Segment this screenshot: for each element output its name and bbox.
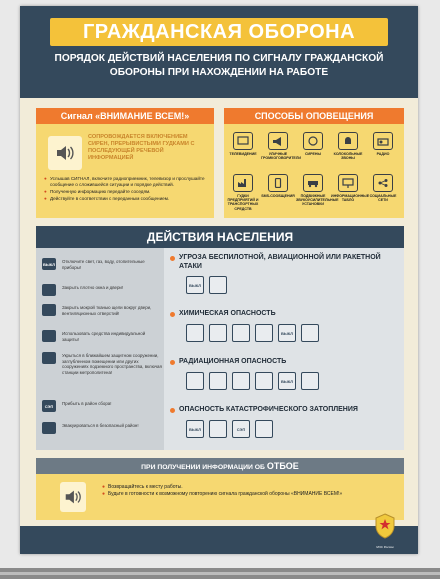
method-item-billboard — [331, 174, 370, 203]
method-label: ИНФОРМАЦИОННЫЕ ТАБЛО — [331, 194, 370, 203]
threat-flood — [170, 406, 398, 415]
action-item — [42, 258, 162, 270]
phone-icon — [268, 174, 288, 192]
door-seal-icon — [42, 304, 56, 316]
method-item-sms — [261, 174, 295, 198]
bullet-dot — [170, 360, 175, 365]
factory-icon — [233, 174, 253, 192]
evacuation-icon — [42, 422, 56, 434]
window-icon — [209, 372, 227, 390]
window-icon — [209, 324, 227, 342]
threat-icons — [186, 420, 278, 438]
action-text: Укрыться в ближайшем защитном сооружении, заглубленном помещении или других сооружениях подземного пространства, включая станции метрополитена! — [62, 353, 162, 375]
signal-heading: Сигнал «ВНИМАНИЕ ВСЕМ!» — [36, 108, 214, 124]
siren-icon — [303, 132, 323, 150]
all-clear-instructions — [102, 484, 382, 499]
method-item-vehicle — [296, 174, 339, 207]
bottom-strip — [0, 568, 440, 579]
action-text: Закрыть мокрой тканью щели вокруг двери, вентиляционных отверстий! — [62, 305, 152, 316]
logo-caption: МЧС России — [376, 545, 394, 549]
actions-legend — [36, 248, 164, 450]
shelter-icon — [42, 352, 56, 364]
billboard-icon — [338, 174, 358, 192]
action-item — [42, 284, 162, 296]
evacuation-icon — [255, 420, 273, 438]
action-item — [42, 304, 162, 316]
shelter-icon — [301, 372, 319, 390]
emercom-logo — [370, 513, 400, 551]
switch-off-icon: ВЫКЛ — [42, 258, 56, 270]
method-item-siren — [296, 132, 330, 156]
method-label: УЛИЧНЫЕ ГРОМКОГОВОРИТЕЛИ — [261, 152, 301, 161]
method-item-bell — [331, 132, 365, 160]
window-icon — [209, 420, 227, 438]
poster-subtitle: ПОРЯДОК ДЕЙСТВИЙ НАСЕЛЕНИЯ ПО СИГНАЛУ ГРАЖДАНСКОЙ ОБОРОНЫ ПРИ НАХОЖДЕНИИ НА РАБОТЕ — [54, 53, 384, 78]
bullet-dot — [170, 408, 175, 413]
action-item — [42, 352, 162, 375]
signal-panel — [36, 124, 214, 218]
list-item: ● Услышав СИГНАЛ, включите радиоприемник, телевизор и прослушайте сообщение о сложившейся ситуации и порядке действий. — [44, 176, 210, 188]
threat-title: ХИМИЧЕСКАЯ ОПАСНОСТЬ — [179, 310, 276, 317]
method-label: ГУДКИ ПРЕДПРИЯТИЙ И ТРАНСПОРТНЫХ СРЕДСТВ — [227, 194, 259, 211]
method-label: СОЦИАЛЬНЫЕ СЕТИ — [369, 194, 397, 203]
door-seal-icon — [232, 372, 250, 390]
switch-off-icon: ВЫКЛ — [186, 420, 204, 438]
threat-title: РАДИАЦИОННАЯ ОПАСНОСТЬ — [179, 358, 287, 365]
speaker-icon — [60, 482, 86, 512]
window-icon — [42, 284, 56, 296]
method-label: ТЕЛЕВИДЕНИЕ — [229, 152, 257, 156]
radio-icon — [373, 132, 393, 150]
gas-mask-icon — [186, 372, 204, 390]
all-clear-panel — [36, 474, 404, 520]
method-label: SMS-СООБЩЕНИЯ — [261, 194, 295, 198]
actions-heading: ДЕЙСТВИЯ НАСЕЛЕНИЯ — [36, 226, 404, 248]
method-label: СИРЕНЫ — [304, 152, 322, 156]
action-text: Прибыть в район сбора! — [62, 401, 112, 406]
tv-icon — [233, 132, 253, 150]
list-item: ● Будьте в готовности к возможному повторению сигнала гражданской обороны «ВНИМАНИЕ ВСЕМ!» — [102, 491, 382, 497]
gas-mask-icon — [186, 324, 204, 342]
civil-defense-poster — [20, 6, 418, 554]
method-label: КОЛОКОЛЬНЫЕ ЗВОНЫ — [333, 152, 363, 161]
bullet-dot — [170, 312, 175, 317]
signal-instructions — [44, 176, 210, 203]
list-item: ● Возвращайтесь к месту работы. — [102, 484, 382, 490]
switch-off-icon: ВЫКЛ — [278, 324, 296, 342]
action-text: Отключите свет, газ, воду, отопительные приборы! — [62, 259, 145, 270]
methods-heading: СПОСОБЫ ОПОВЕЩЕНИЯ — [224, 108, 404, 124]
action-text: Закрыть плотно окна и двери! — [62, 285, 124, 290]
method-label: РАДИО — [376, 152, 390, 156]
speaker-icon — [48, 136, 82, 170]
action-item — [42, 330, 162, 342]
vehicle-icon — [303, 174, 323, 192]
method-label: ПОДВИЖНЫЕ ЗВУКОУСИЛИТЕЛЬНЫЕ УСТАНОВКИ — [296, 194, 339, 207]
assembly-point-icon — [255, 372, 273, 390]
threat-icons — [186, 372, 324, 390]
threat-title: УГРОЗА БЕСПИЛОТНОЙ, АВИАЦИОННОЙ ИЛИ РАКЕТНОЙ АТАКИ — [179, 254, 381, 270]
methods-panel — [224, 124, 404, 218]
threat-icons — [186, 276, 232, 294]
all-clear-heading-word: ОТБОЕ — [266, 461, 299, 471]
actions-panel — [36, 248, 404, 450]
shelter-icon — [209, 276, 227, 294]
loudspeaker-icon — [268, 132, 288, 150]
bullet-dot — [170, 256, 175, 261]
list-item: ● Полученную информацию передайте соседям. — [44, 189, 210, 195]
threat-drone-attack — [170, 254, 398, 271]
threat-icons — [186, 324, 324, 342]
threat-radiation — [170, 358, 398, 367]
assembly-point-icon — [255, 324, 273, 342]
assembly-point-icon: СЭП — [42, 400, 56, 412]
method-item-factory — [226, 174, 260, 211]
method-item-loudspeaker — [261, 132, 301, 161]
list-item: ● Действуйте в соответствии с переданным сообщением. — [44, 196, 210, 202]
threat-title: ОПАСНОСТЬ КАТАСТРОФИЧЕСКОГО ЗАТОПЛЕНИЯ — [179, 406, 358, 413]
action-item — [42, 400, 162, 412]
assembly-point-icon: СЭП — [232, 420, 250, 438]
threat-chemical — [170, 310, 398, 319]
switch-off-icon: ВЫКЛ — [186, 276, 204, 294]
action-item — [42, 422, 162, 434]
signal-description: СОПРОВОЖДАЕТСЯ ВКЛЮЧЕНИЕМ СИРЕН, ПРЕРЫВИСТЫМИ ГУДКАМИ С ПОСЛЕДУЮЩЕЙ РЕЧЕВОЙ ИНФОРМАЦИЕЙ — [88, 134, 195, 161]
door-seal-icon — [232, 324, 250, 342]
method-item-social — [366, 174, 400, 202]
switch-off-icon: ВЫКЛ — [278, 372, 296, 390]
all-clear-heading — [36, 458, 404, 474]
bell-icon — [338, 132, 358, 150]
social-icon — [373, 174, 393, 192]
poster-title: ГРАЖДАНСКАЯ ОБОРОНА — [50, 18, 388, 46]
method-item-tv — [226, 132, 260, 156]
all-clear-heading-prefix: ПРИ ПОЛУЧЕНИИ ИНФОРМАЦИИ ОБ — [141, 464, 265, 471]
poster-footer — [20, 526, 418, 554]
poster-header — [20, 6, 418, 98]
action-text: Использовать средства индивидуальной защиты! — [62, 331, 146, 342]
action-text: Эвакуироваться в безопасный район! — [62, 423, 139, 428]
method-item-radio — [366, 132, 400, 156]
shelter-icon — [301, 324, 319, 342]
gas-mask-icon — [42, 330, 56, 342]
